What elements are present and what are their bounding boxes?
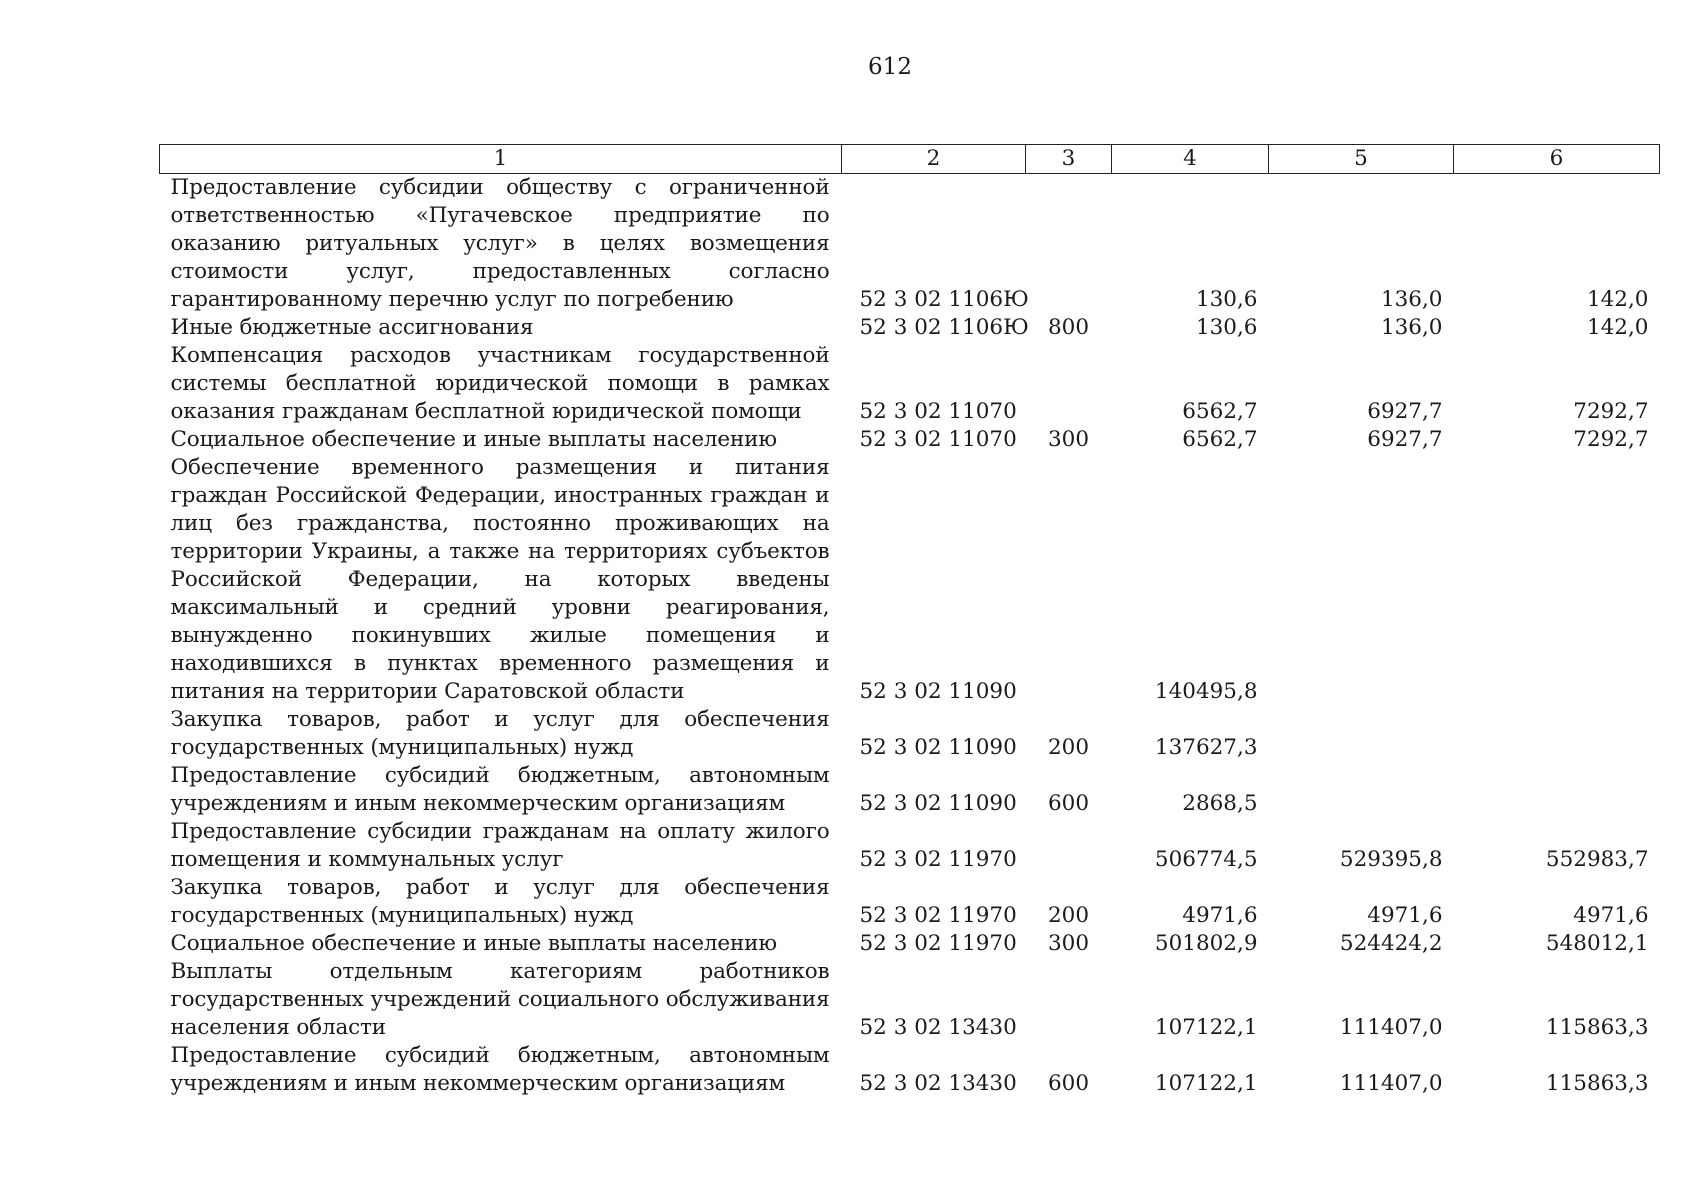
row-value-col6-cell	[1454, 454, 1660, 706]
table-row	[160, 454, 1660, 706]
header-row	[160, 145, 1660, 174]
row-value-col6-cell	[1454, 706, 1660, 762]
row-value-col5-cell: 111407,0	[1339, 1015, 1443, 1040]
row-value-col4-cell: 501802,9	[1154, 931, 1258, 956]
row-value-col6-cell: 115863,3	[1545, 1071, 1649, 1096]
column-header-5: 5	[1269, 145, 1454, 174]
row-value-col4-cell: 506774,5	[1154, 847, 1258, 872]
table-row	[160, 314, 1660, 342]
column-header-1: 1	[160, 145, 842, 174]
row-name-cell: Выплаты отдельным категориям работников государственных учреждений социального обслуживания населения области	[170, 959, 830, 1040]
row-value-col6-cell	[1454, 762, 1660, 818]
row-code-cell: 52 3 02 1106Ю	[859, 315, 1029, 340]
column-header-3: 3	[1026, 145, 1112, 174]
row-value-col5-cell: 529395,8	[1339, 847, 1443, 872]
row-name-cell: Компенсация расходов участникам государственной системы бесплатной юридической помощи в рамках оказания гражданам бесплатной юридической помощи	[170, 343, 830, 424]
row-type-cell	[1026, 454, 1112, 706]
row-name-cell: Предоставление субсидии обществу с ограниченной ответственностью «Пугачевское предприятие по оказанию ритуальных услуг» в целях возмещения стоимости услуг, предоставленных согласно гарантированному перечню услуг по погребению	[170, 175, 830, 312]
row-code-cell: 52 3 02 11090	[859, 679, 1017, 704]
row-value-col6-cell: 4971,6	[1573, 903, 1649, 928]
row-value-col5-cell	[1269, 762, 1454, 818]
row-code-cell: 52 3 02 1106Ю	[859, 287, 1029, 312]
row-code-cell: 52 3 02 11970	[859, 847, 1017, 872]
column-header-6: 6	[1454, 145, 1660, 174]
row-value-col5-cell: 4971,6	[1367, 903, 1443, 928]
table-body	[160, 174, 1660, 1099]
row-code-cell: 52 3 02 11970	[859, 903, 1017, 928]
row-type-cell: 300	[1047, 427, 1090, 452]
row-value-col5-cell: 6927,7	[1367, 427, 1443, 452]
row-type-cell: 800	[1047, 315, 1090, 340]
row-type-cell	[1026, 818, 1112, 874]
row-value-col5-cell	[1269, 706, 1454, 762]
table-row	[160, 342, 1660, 426]
row-value-col6-cell: 142,0	[1586, 287, 1649, 312]
table-row	[160, 958, 1660, 1042]
budget-table	[159, 144, 1660, 1098]
row-name-cell: Социальное обеспечение и иные выплаты населению	[170, 931, 777, 956]
row-code-cell: 52 3 02 13430	[859, 1015, 1017, 1040]
row-type-cell	[1026, 342, 1112, 426]
row-type-cell: 200	[1047, 735, 1090, 760]
row-type-cell: 300	[1047, 931, 1090, 956]
row-code-cell: 52 3 02 11070	[859, 427, 1017, 452]
row-value-col5-cell: 6927,7	[1367, 399, 1443, 424]
row-value-col5-cell: 136,0	[1380, 315, 1443, 340]
row-code-cell: 52 3 02 11970	[859, 931, 1017, 956]
table-row	[160, 174, 1660, 315]
row-value-col6-cell: 548012,1	[1545, 931, 1649, 956]
table-row	[160, 762, 1660, 818]
table-row	[160, 426, 1660, 454]
table-header	[160, 145, 1660, 174]
row-value-col5-cell	[1269, 454, 1454, 706]
row-value-col4-cell: 107122,1	[1154, 1015, 1258, 1040]
row-value-col4-cell: 6562,7	[1182, 427, 1258, 452]
column-header-4: 4	[1112, 145, 1269, 174]
table-row	[160, 706, 1660, 762]
row-type-cell	[1026, 958, 1112, 1042]
page-number: 612	[868, 54, 912, 80]
row-code-cell: 52 3 02 11090	[859, 791, 1017, 816]
row-code-cell: 52 3 02 11070	[859, 399, 1017, 424]
row-code-cell: 52 3 02 13430	[859, 1071, 1017, 1096]
row-value-col5-cell: 524424,2	[1339, 931, 1443, 956]
row-name-cell: Предоставление субсидий бюджетным, автономным учреждениям и иным некоммерческим организациям	[170, 763, 830, 816]
row-value-col4-cell: 137627,3	[1154, 735, 1258, 760]
row-name-cell: Социальное обеспечение и иные выплаты населению	[170, 427, 777, 452]
table-row	[160, 930, 1660, 958]
row-code-cell: 52 3 02 11090	[859, 735, 1017, 760]
row-value-col4-cell: 140495,8	[1154, 679, 1258, 704]
row-value-col4-cell: 130,6	[1195, 315, 1258, 340]
row-value-col5-cell: 111407,0	[1339, 1071, 1443, 1096]
row-type-cell	[1026, 174, 1112, 315]
row-name-cell: Предоставление субсидий бюджетным, автономным учреждениям и иным некоммерческим организациям	[170, 1043, 830, 1096]
row-name-cell: Закупка товаров, работ и услуг для обеспечения государственных (муниципальных) нужд	[170, 875, 830, 928]
row-value-col4-cell: 2868,5	[1182, 791, 1258, 816]
row-value-col6-cell: 115863,3	[1545, 1015, 1649, 1040]
table-row	[160, 874, 1660, 930]
row-value-col4-cell: 107122,1	[1154, 1071, 1258, 1096]
row-value-col4-cell: 6562,7	[1182, 399, 1258, 424]
row-value-col6-cell: 7292,7	[1573, 427, 1649, 452]
row-name-cell: Иные бюджетные ассигнования	[170, 315, 534, 340]
row-value-col4-cell: 130,6	[1195, 287, 1258, 312]
row-value-col6-cell: 142,0	[1586, 315, 1649, 340]
table-row	[160, 818, 1660, 874]
row-value-col6-cell: 552983,7	[1545, 847, 1649, 872]
row-type-cell: 600	[1047, 791, 1090, 816]
row-name-cell: Обеспечение временного размещения и питания граждан Российской Федерации, иностранных граждан и лиц без гражданства, постоянно проживающих на территории Украины, а также на территориях субъектов Российской Федерации, на которых введены максимальный и средний уровни реагирования, вынужденно покинувших жилые помещения и находившихся в пунктах временного размещения и питания на территории Саратовской области	[170, 455, 830, 704]
row-name-cell: Закупка товаров, работ и услуг для обеспечения государственных (муниципальных) нужд	[170, 707, 830, 760]
row-name-cell: Предоставление субсидии гражданам на оплату жилого помещения и коммунальных услуг	[170, 819, 830, 872]
row-value-col6-cell: 7292,7	[1573, 399, 1649, 424]
row-value-col5-cell: 136,0	[1380, 287, 1443, 312]
column-header-2: 2	[842, 145, 1026, 174]
row-type-cell: 600	[1047, 1071, 1090, 1096]
row-value-col4-cell: 4971,6	[1182, 903, 1258, 928]
table-row	[160, 1042, 1660, 1098]
row-type-cell: 200	[1047, 903, 1090, 928]
